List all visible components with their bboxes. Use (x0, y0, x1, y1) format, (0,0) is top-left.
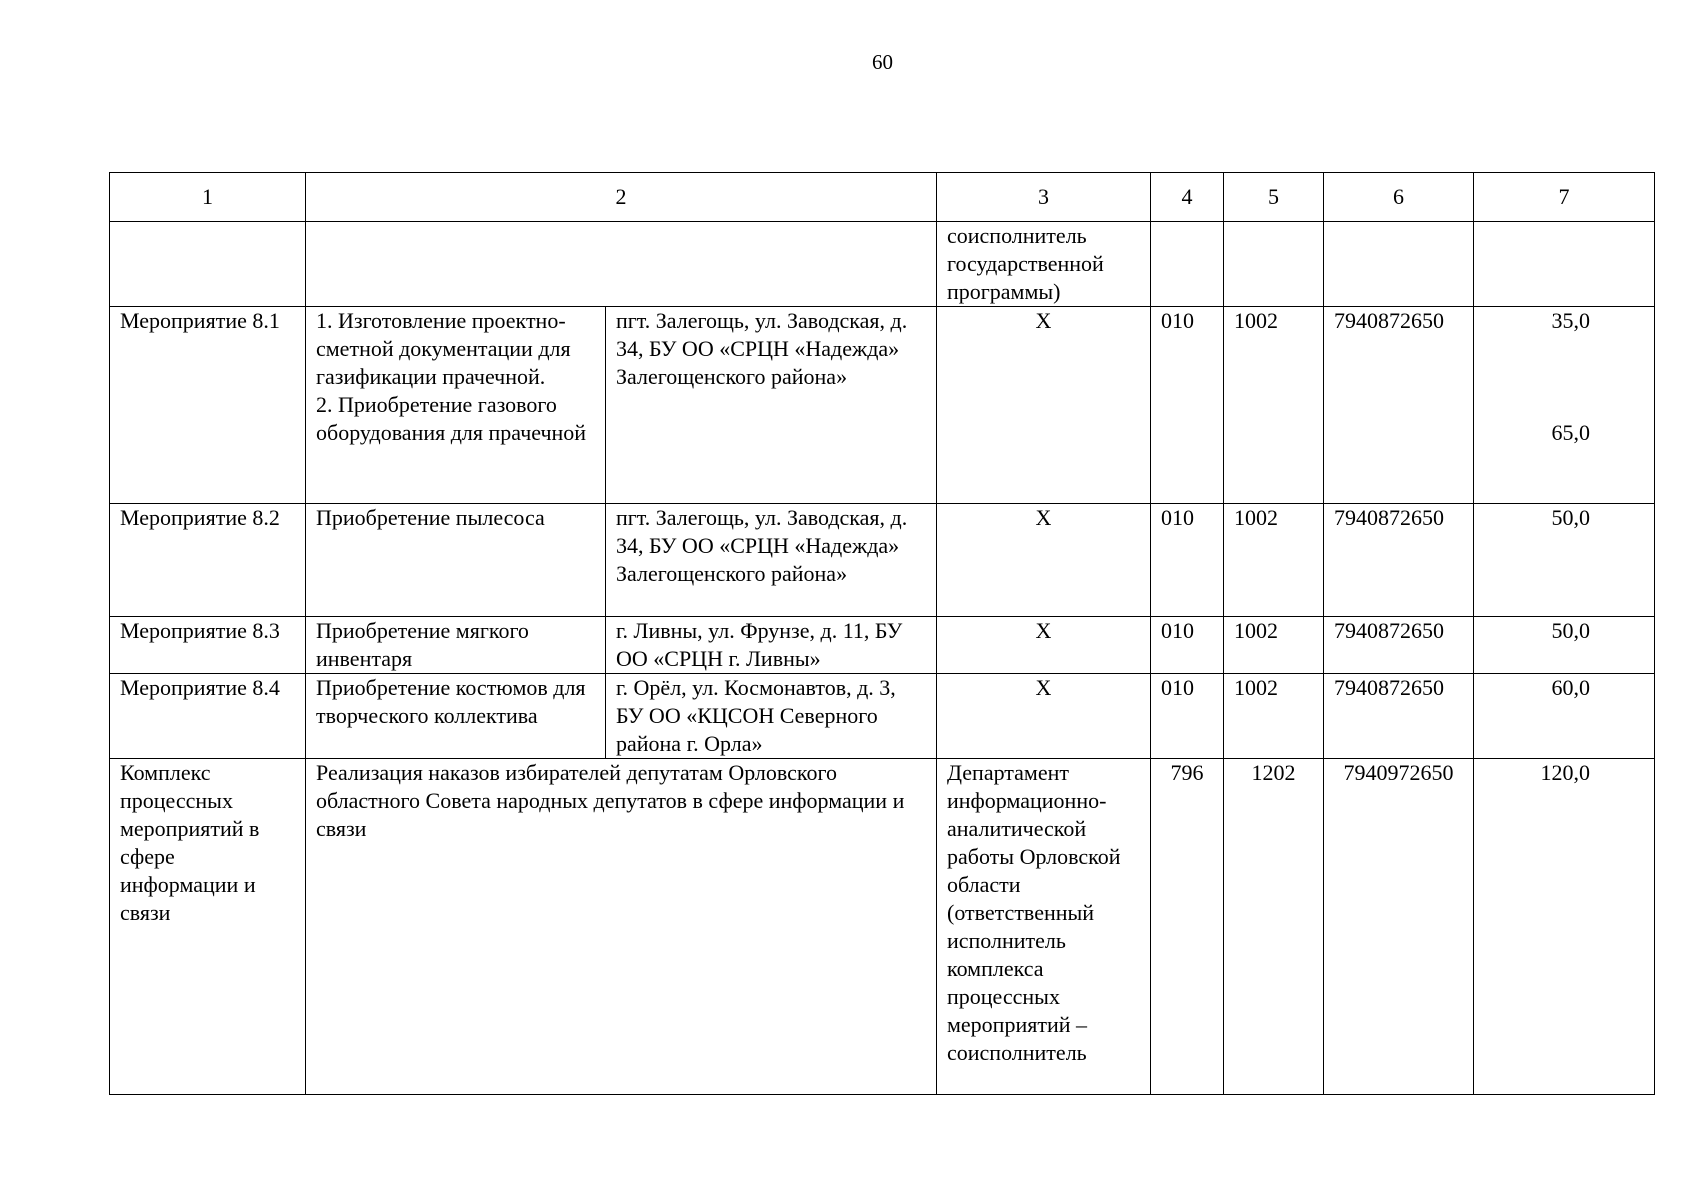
measure-address-cell: г. Ливны, ул. Фрунзе, д. 11, БУ ОО «СРЦН г. Ливны» (606, 617, 937, 674)
amount-cell: 50,0 (1474, 504, 1655, 617)
measure-description-cell: Приобретение пылесоса (306, 504, 606, 617)
header-cell-1: 1 (110, 173, 306, 222)
table-row-measure-8-1 (110, 307, 1655, 504)
amount-cell: 50,0 (1474, 617, 1655, 674)
executor-cell: Х (937, 674, 1151, 759)
measure-name-cell: Мероприятие 8.1 (110, 307, 306, 504)
executor-cell: Департамент информационно-аналитической работы Орловской области (ответственный исполнитель комплекса процессных мероприятий – соисполнитель (937, 759, 1151, 1095)
code-cell-5: 1002 (1224, 504, 1324, 617)
table-header-row (110, 173, 1655, 222)
measure-name-cell: Комплекс процессных мероприятий в сфере информации и связи (110, 759, 306, 1095)
code-cell-5: 1002 (1224, 307, 1324, 504)
table-row-measure-8-4 (110, 674, 1655, 759)
measure-address-cell: пгт. Залегощь, ул. Заводская, д. 34, БУ ОО «СРЦН «Надежда» Залегощенского района» (606, 504, 937, 617)
executor-cell: Х (937, 307, 1151, 504)
code-cell-5: 1202 (1224, 759, 1324, 1095)
code-cell-6: 7940872650 (1324, 307, 1474, 504)
code-cell-4: 010 (1151, 504, 1224, 617)
executor-cell: Х (937, 617, 1151, 674)
amount-cell: 60,0 (1474, 674, 1655, 759)
header-cell-6: 6 (1324, 173, 1474, 222)
measure-address-cell: г. Орёл, ул. Космонавтов, д. 3, БУ ОО «КЦСОН Северного района г. Орла» (606, 674, 937, 759)
measure-name-cell: Мероприятие 8.4 (110, 674, 306, 759)
code-cell-5: 1002 (1224, 674, 1324, 759)
measure-description-part-1: 1. Изготовление проектно-сметной документации для газификации прачечной. (316, 308, 571, 389)
code-cell-4: 010 (1151, 617, 1224, 674)
header-cell-7: 7 (1474, 173, 1655, 222)
amount-cell (1474, 307, 1655, 504)
measure-name-cell: Мероприятие 8.2 (110, 504, 306, 617)
page-number: 60 (872, 50, 893, 74)
code-cell-6: 7940872650 (1324, 504, 1474, 617)
table-row-measure-8-3 (110, 617, 1655, 674)
code-cell-6: 7940872650 (1324, 617, 1474, 674)
amount-value-2: 65,0 (1551, 420, 1590, 445)
header-cell-4: 4 (1151, 173, 1224, 222)
executor-cell: соисполнитель государственной программы) (937, 222, 1151, 307)
table-row-continuation (110, 222, 1655, 307)
measure-description-cell: Реализация наказов избирателей депутатам Орловского областного Совета народных депутатов в сфере информации и связи (306, 759, 937, 1095)
measure-description-cell (306, 307, 606, 504)
code-cell-5: 1002 (1224, 617, 1324, 674)
code-cell-4: 010 (1151, 674, 1224, 759)
budget-table (109, 172, 1655, 1095)
table-row-complex (110, 759, 1655, 1095)
amount-value-1: 35,0 (1551, 308, 1590, 333)
measure-description-cell: Приобретение костюмов для творческого коллектива (306, 674, 606, 759)
code-cell-4: 010 (1151, 307, 1224, 504)
header-cell-3: 3 (937, 173, 1151, 222)
table-row-measure-8-2 (110, 504, 1655, 617)
amount-cell: 120,0 (1474, 759, 1655, 1095)
executor-cell: Х (937, 504, 1151, 617)
code-cell-6: 7940972650 (1324, 759, 1474, 1095)
code-cell-4: 796 (1151, 759, 1224, 1095)
measure-address-cell: пгт. Залегощь, ул. Заводская, д. 34, БУ ОО «СРЦН «Надежда» Залегощенского района» (606, 307, 937, 504)
header-cell-5: 5 (1224, 173, 1324, 222)
measure-name-cell: Мероприятие 8.3 (110, 617, 306, 674)
header-cell-2: 2 (306, 173, 937, 222)
measure-description-part-2: 2. Приобретение газового оборудования для прачечной (316, 392, 587, 445)
measure-description-cell: Приобретение мягкого инвентаря (306, 617, 606, 674)
code-cell-6: 7940872650 (1324, 674, 1474, 759)
